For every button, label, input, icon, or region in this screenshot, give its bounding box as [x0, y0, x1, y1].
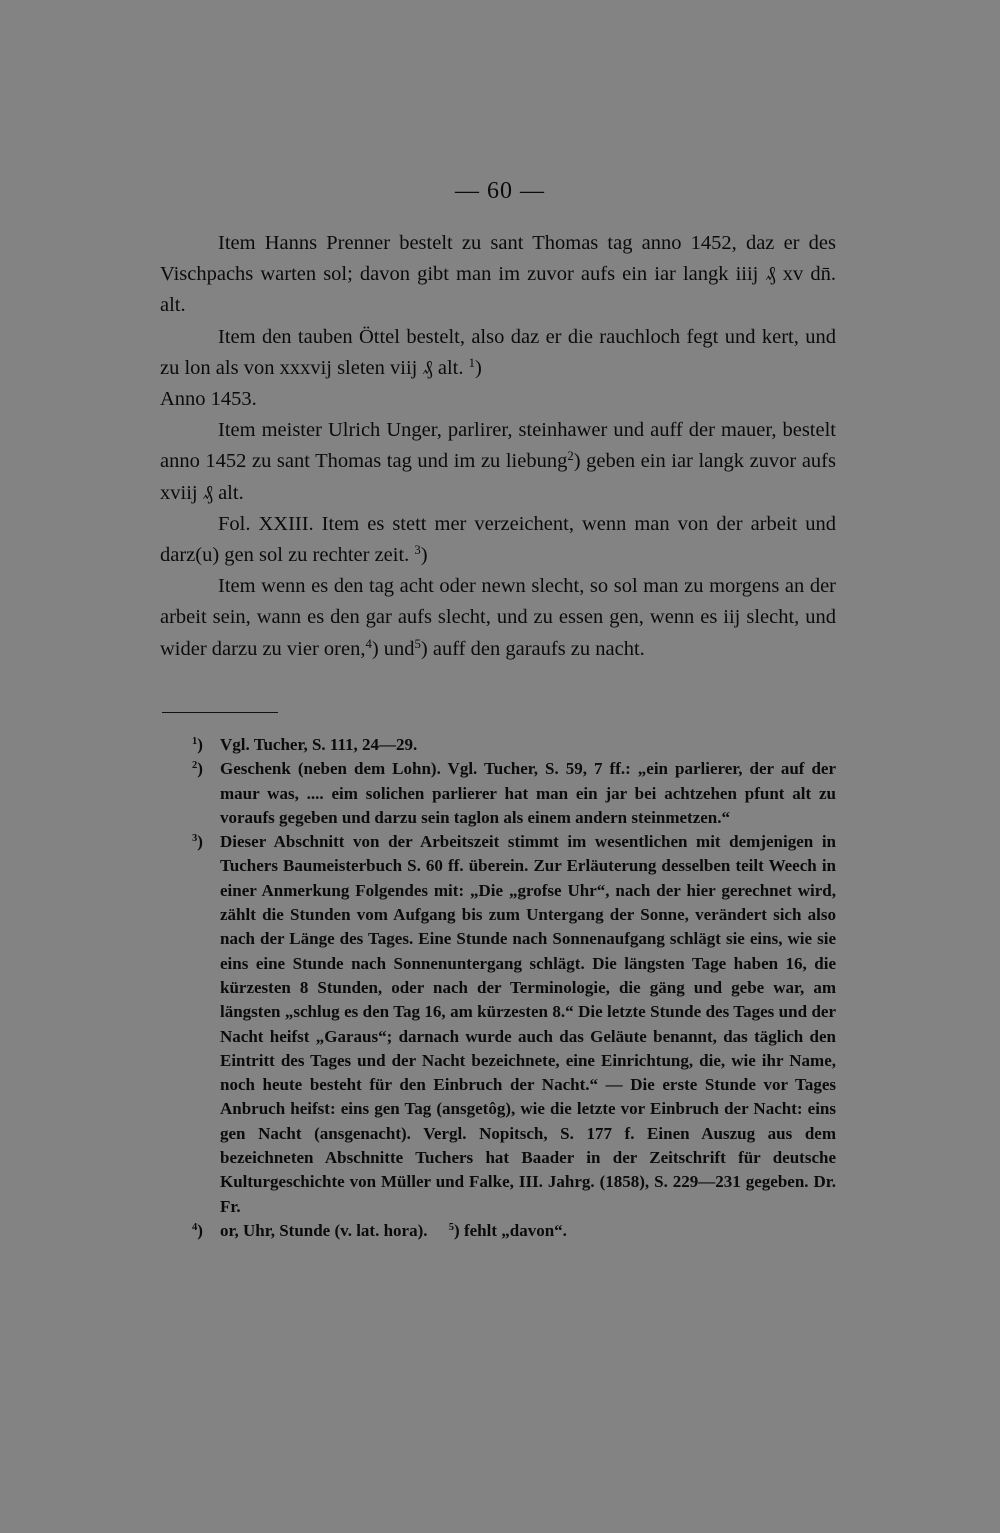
footnote-4-5: $^4$) or, Uhr, Stunde (v. lat. hora). $^5$) fehlt „davon“. [192, 1220, 567, 1240]
paragraph-oettel: Item den tauben Öttel bestelt, also daz er die rauchloch fegt und kert, und zu lon als von xxxvij sleten viij ₰ alt. $^1$) [160, 325, 836, 379]
footnote-mark: 4 [192, 1222, 198, 1234]
paragraph-fol: Fol. XXIII. Item es stett mer verzeichent, wenn man von der arbeit und darz(u) gen sol zu rechter zeit. $^3$) [160, 512, 836, 567]
footnote-ref: 1 [468, 355, 475, 370]
footnote-ref: 4 [365, 636, 372, 651]
footnote-mark: 3 [192, 833, 198, 845]
paragraph-prenner: Item Hanns Prenner bestelt zu sant Thomas tag anno 1452, daz er des Vischpachs warten sol; davon gibt man im zuvor aufs ein iar langk iiij ₰ xv dn̄. alt. [160, 232, 836, 317]
footnote-ref: 2 [567, 449, 574, 464]
footnote-1: $^1$) Vgl. Tucher, S. 111, 24—29. [192, 735, 418, 754]
footnote-mark: 5 [448, 1222, 455, 1234]
footnote-divider [162, 712, 278, 713]
main-text [160, 228, 836, 665]
page-number: — 60 — [455, 178, 545, 204]
paragraph-arbeitszeit: Item wenn es den tag acht oder newn slecht, so sol man zu morgens an der arbeit sein, wann es den gar aufs slecht, und zu essen gen, wenn es iij slecht, und wider darzu zu vier oren,$^4$) und$^5$) auff den garaufs zu nacht. [160, 575, 836, 660]
footnotes [192, 733, 836, 1243]
footnote-2: $^2$) Geschenk (neben dem Lohn). Vgl. Tucher, S. 59, 7 ff.: „ein parlierer, der auf der maur was, .... eim solichen parlierer hat man ein jar bei achtzehen pfunt alt zu voraufs gegeben und darzu sein taglon als einem andern steinmetzen.“ [192, 759, 836, 827]
paragraph-unger: Item meister Ulrich Unger, parlirer, steinhawer und auff der mauer, bestelt anno 1452 zu sant Thomas tag und im zu liebung$^2$) geben ein iar langk zuvor aufs xviij ₰ alt. [160, 419, 836, 504]
paragraph-anno: Anno 1453. [160, 388, 257, 411]
footnote-mark: 2 [192, 760, 198, 772]
footnote-3: $^3$) Dieser Abschnitt von der Arbeitszeit stimmt im wesentlichen mit demjenigen in Tuchers Baumeisterbuch S. 60 ff. überein. Zur Erläuterung desselben teilt Weech in einer Anmerkung Folgendes mit: „Die „grofse Uhr“, nach der hier gerechnet wird, zählt die Stunden vom Aufgang bis zum Untergang der Sonne, verändert sich also nach der Länge des Tages. Eine Stunde nach Sonnenaufgang schlägt sie eins, wie sie eins eine Stunde nach Sonnenuntergang schlägt. Die längsten Tage haben 16, die kürzesten 8 Stunden, oder nach der Terminologie, die gäng und gebe war, am längsten „schlug es den Tag 16, am kürzesten 8.“ Die letzte Stunde des Tages und der Nacht heifst „Garaus“; darnach wurde auch das Geläute benannt, das täglich den Eintritt des Tages und der Nacht bezeichnete, eine Einrichtung, die, wie ihr Name, noch heute besteht für den Einbruch der Nacht.“ — Die erste Stunde vor Tages Anbruch heifst: eins gen Tag (ansgetôg), wie die letzte vor Einbruch der Nacht: eins gen Nacht (ansgenacht). Vergl. Nopitsch, S. 177 f. Einen Auszug aus dem bezeichneten Abschnitte Tuchers hat Baader in der Zeitschrift für deutsche Kulturgeschichte von Müller und Falke, III. Jahrg. (1858), S. 229—231 gegeben. Dr. Fr. [192, 832, 836, 1216]
footnote-ref: 5 [414, 636, 421, 651]
footnote-ref: 3 [414, 543, 421, 558]
footnote-mark: 1 [192, 736, 198, 748]
